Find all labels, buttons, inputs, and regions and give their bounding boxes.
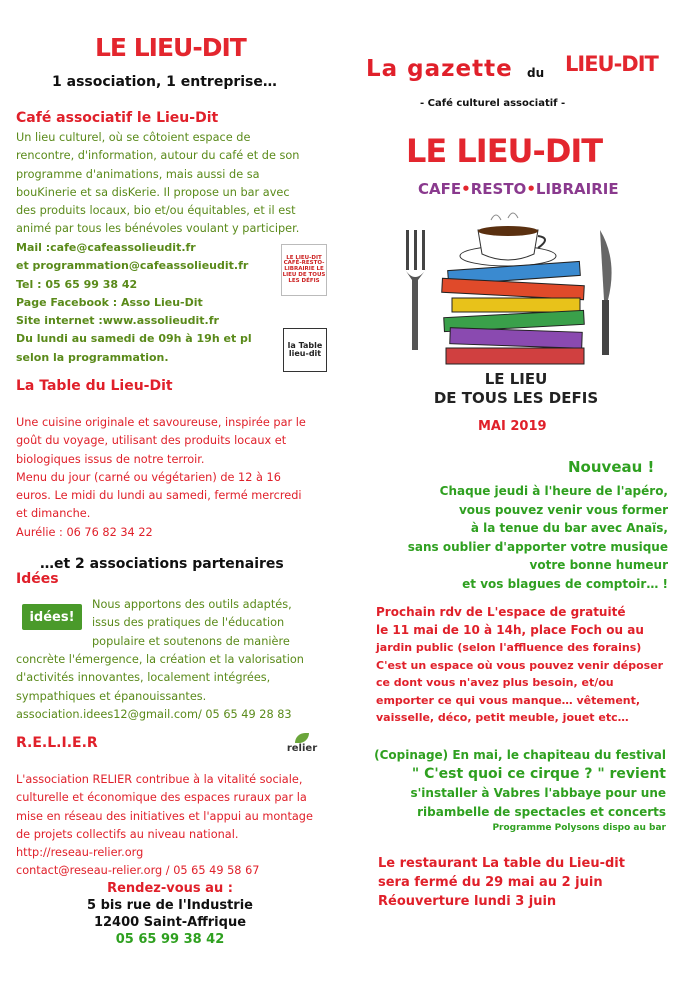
tagline: 1 association, 1 entreprise… (52, 74, 277, 90)
idees-line: concrète l'émergence, la création et la valorisation (16, 653, 304, 666)
relier-description (16, 771, 328, 881)
banner-cafe: CAFE (418, 180, 462, 198)
banner-librairie: LIBRAIRIE (535, 180, 619, 198)
nouveau-line: à la tenue du bar avec Anaïs, (470, 521, 668, 535)
mail-link[interactable]: Mail :cafe@cafeassolieudit.fr (16, 241, 196, 254)
nouveau-title: Nouveau ! (568, 458, 655, 476)
table-line: Une cuisine originale et savoureuse, inspirée par le (16, 416, 306, 429)
gazette-logo: LIEU-DIT (565, 52, 658, 76)
cafe-line: animé par tous les bénévoles voulant y participer. (16, 222, 300, 236)
cafe-contact (16, 239, 296, 367)
gratuite-line: C'est un espace où vous pouvez venir déposer (376, 658, 664, 672)
partners-heading: …et 2 associations partenaires (40, 556, 284, 572)
rdv-address1: 5 bis rue de l'Industrie (87, 898, 253, 913)
cafe-line: Un lieu culturel, où se côtoient espace de (16, 131, 251, 144)
gratuite-block (376, 604, 676, 727)
fork-icon (404, 230, 427, 350)
hours-text: Du lundi au samedi de 09h à 19h et pl (16, 332, 252, 346)
gratuite-line: vaisselle, déco, petit meuble, jouet etc… (376, 711, 629, 724)
cafe-badge-icon (281, 244, 327, 296)
mail2-link[interactable]: et programmation@cafeassolieudit.fr (16, 259, 249, 273)
idees-badge-text: idées! (29, 609, 75, 625)
gratuite-line: emporter ce qui vous manque… vêtement, (376, 693, 641, 707)
chapiteau-line: s'installer à Vabres l'abbaye pour une (410, 786, 666, 800)
facebook-text: Page Facebook : Asso Lieu-Dit (16, 295, 203, 309)
poster (396, 128, 636, 413)
restaurant-line: Le restaurant La table du Lieu-dit (378, 856, 625, 871)
book-icon (450, 328, 582, 349)
gazette-title: La gazette (366, 56, 513, 82)
book-icon (446, 348, 584, 364)
gratuite-line: jardin public (selon l'affluence des forains) (376, 641, 642, 654)
relier-leaf-icon (295, 733, 309, 743)
chapiteau-block (360, 746, 666, 834)
nouveau-line: sans oublier d'apporter votre musique (407, 539, 668, 554)
idees-line: populaire et soutenons de manière (92, 634, 290, 648)
restaurant-line: sera fermé du 29 mai au 2 juin (378, 875, 603, 890)
cafe-badge-text: LE LIEU-DIT CAFÉ-RESTO-LIBRAIRIE LE LIEU DE TOUS LES DÉFIS (282, 254, 326, 284)
relier-line: culturelle et économique des espaces ruraux par la (16, 791, 307, 805)
idees-contact[interactable]: association.idees12@gmail.com/ 05 65 49 28 83 (16, 707, 292, 721)
relier-contact[interactable]: contact@reseau-relier.org / 05 65 49 58 67 (16, 864, 260, 878)
tel-text: Tel : 05 65 99 38 42 (16, 277, 138, 291)
cafe-line: programme d'animations, mais aussi de sa (16, 167, 260, 181)
rdv-title: Rendez-vous au : (107, 881, 233, 896)
chapiteau-line: Programme Polysons dispo au bar (492, 823, 666, 833)
gazette-subtitle: - Café culturel associatif - (420, 98, 566, 109)
poster-logo: LE LIEU-DIT (406, 132, 603, 170)
cafe-description (16, 129, 328, 239)
table-title: La Table du Lieu-Dit (16, 378, 173, 394)
rdv-address2: 12400 Saint-Affrique (93, 915, 247, 930)
slogan-line2: DE TOUS LES DEFIS (433, 389, 599, 407)
slogan-line1: LE LIEU (484, 370, 548, 388)
site-link[interactable]: Site internet :www.assolieudit.fr (16, 314, 219, 328)
relier-line: mise en réseau des initiatives et l'appui au montage (16, 809, 313, 823)
gratuite-line: ce dont vous n'avez plus besoin, et/ou (376, 676, 614, 689)
idees-line: Nous apportons des outils adaptés, (92, 598, 292, 611)
cafe-line: bouKinerie et sa disKerie. Il propose un bar avec (16, 185, 290, 199)
idees-line: d'activités innovantes, localement intégrées, (16, 671, 271, 685)
table-line: Menu du jour (carné ou végétarien) de 12 à 16 (16, 470, 281, 484)
month: MAI 2019 (478, 419, 547, 434)
relier-line: de projets collectifs au niveau national. (16, 827, 239, 841)
relier-line: L'association RELIER contribue à la vitalité sociale, (16, 773, 303, 786)
chapiteau-line: ribambelle de spectacles et concerts (417, 805, 666, 819)
table-line: et dimanche. (16, 507, 91, 521)
nouveau-block (368, 482, 668, 593)
rendezvous (40, 880, 300, 948)
knife-icon (600, 230, 612, 355)
table-badge-icon (283, 328, 327, 372)
restaurant-block (378, 854, 678, 911)
cafe-line: rencontre, d'information, autour du café et de son (16, 149, 300, 163)
chapiteau-line: " C'est quoi ce cirque ? " revient (411, 766, 666, 782)
idees-description-top (92, 596, 328, 651)
table-badge-text: la Table lieu-dit (287, 340, 323, 358)
nouveau-line: et vos blagues de comptoir… ! (462, 576, 668, 591)
gratuite-line: le 11 mai de 10 à 14h, place Foch ou au (376, 622, 644, 637)
chapiteau-line: (Copinage) En mai, le chapiteau du festival (374, 748, 666, 762)
nouveau-line: vous pouvez venir vous former (458, 502, 668, 517)
gratuite-line: Prochain rdv de L'espace de gratuité (376, 605, 626, 619)
relier-title: R.E.L.I.E.R (16, 735, 98, 751)
idees-line: sympathiques et épanouissantes. (16, 689, 207, 703)
coffee-cup-icon (460, 213, 556, 266)
table-line: goût du voyage, utilisant des produits locaux et (16, 434, 287, 448)
poster-banner: CAFE•RESTO•LIBRAIRIE (418, 180, 619, 198)
table-contact: Aurélie : 06 76 82 34 22 (16, 525, 153, 539)
lieu-dit-logo: LE LIEU-DIT (95, 33, 246, 62)
cafe-title: Café associatif le Lieu-Dit (16, 110, 219, 126)
books-coffee-illustration (396, 200, 636, 380)
idees-description (16, 651, 328, 724)
nouveau-line: Chaque jeudi à l'heure de l'apéro, (439, 484, 668, 498)
idees-line: issus des pratiques de l'éducation (92, 616, 285, 630)
idees-title: Idées (16, 571, 59, 587)
cafe-line: des produits locaux, bio et/ou équitables, et il est (16, 204, 296, 218)
relier-badge-text: relier (286, 743, 318, 754)
restaurant-line: Réouverture lundi 3 juin (378, 894, 557, 909)
hours-text-2: selon la programmation. (16, 350, 169, 364)
poster-slogan (396, 370, 636, 408)
table-line: euros. Le midi du lundi au samedi, fermé mercredi (16, 489, 302, 503)
relier-url[interactable]: http://reseau-relier.org (16, 846, 144, 860)
table-line: biologiques issus de notre terroir. (16, 452, 205, 466)
book-icon (452, 298, 580, 312)
table-description (16, 414, 328, 542)
banner-resto: RESTO (470, 180, 527, 198)
gazette-du: du (527, 66, 545, 80)
nouveau-line: votre bonne humeur (529, 558, 668, 572)
rdv-phone: 05 65 99 38 42 (115, 932, 225, 947)
idees-badge-icon (22, 604, 82, 630)
relier-badge-icon (283, 733, 321, 763)
book-icon (442, 278, 585, 299)
